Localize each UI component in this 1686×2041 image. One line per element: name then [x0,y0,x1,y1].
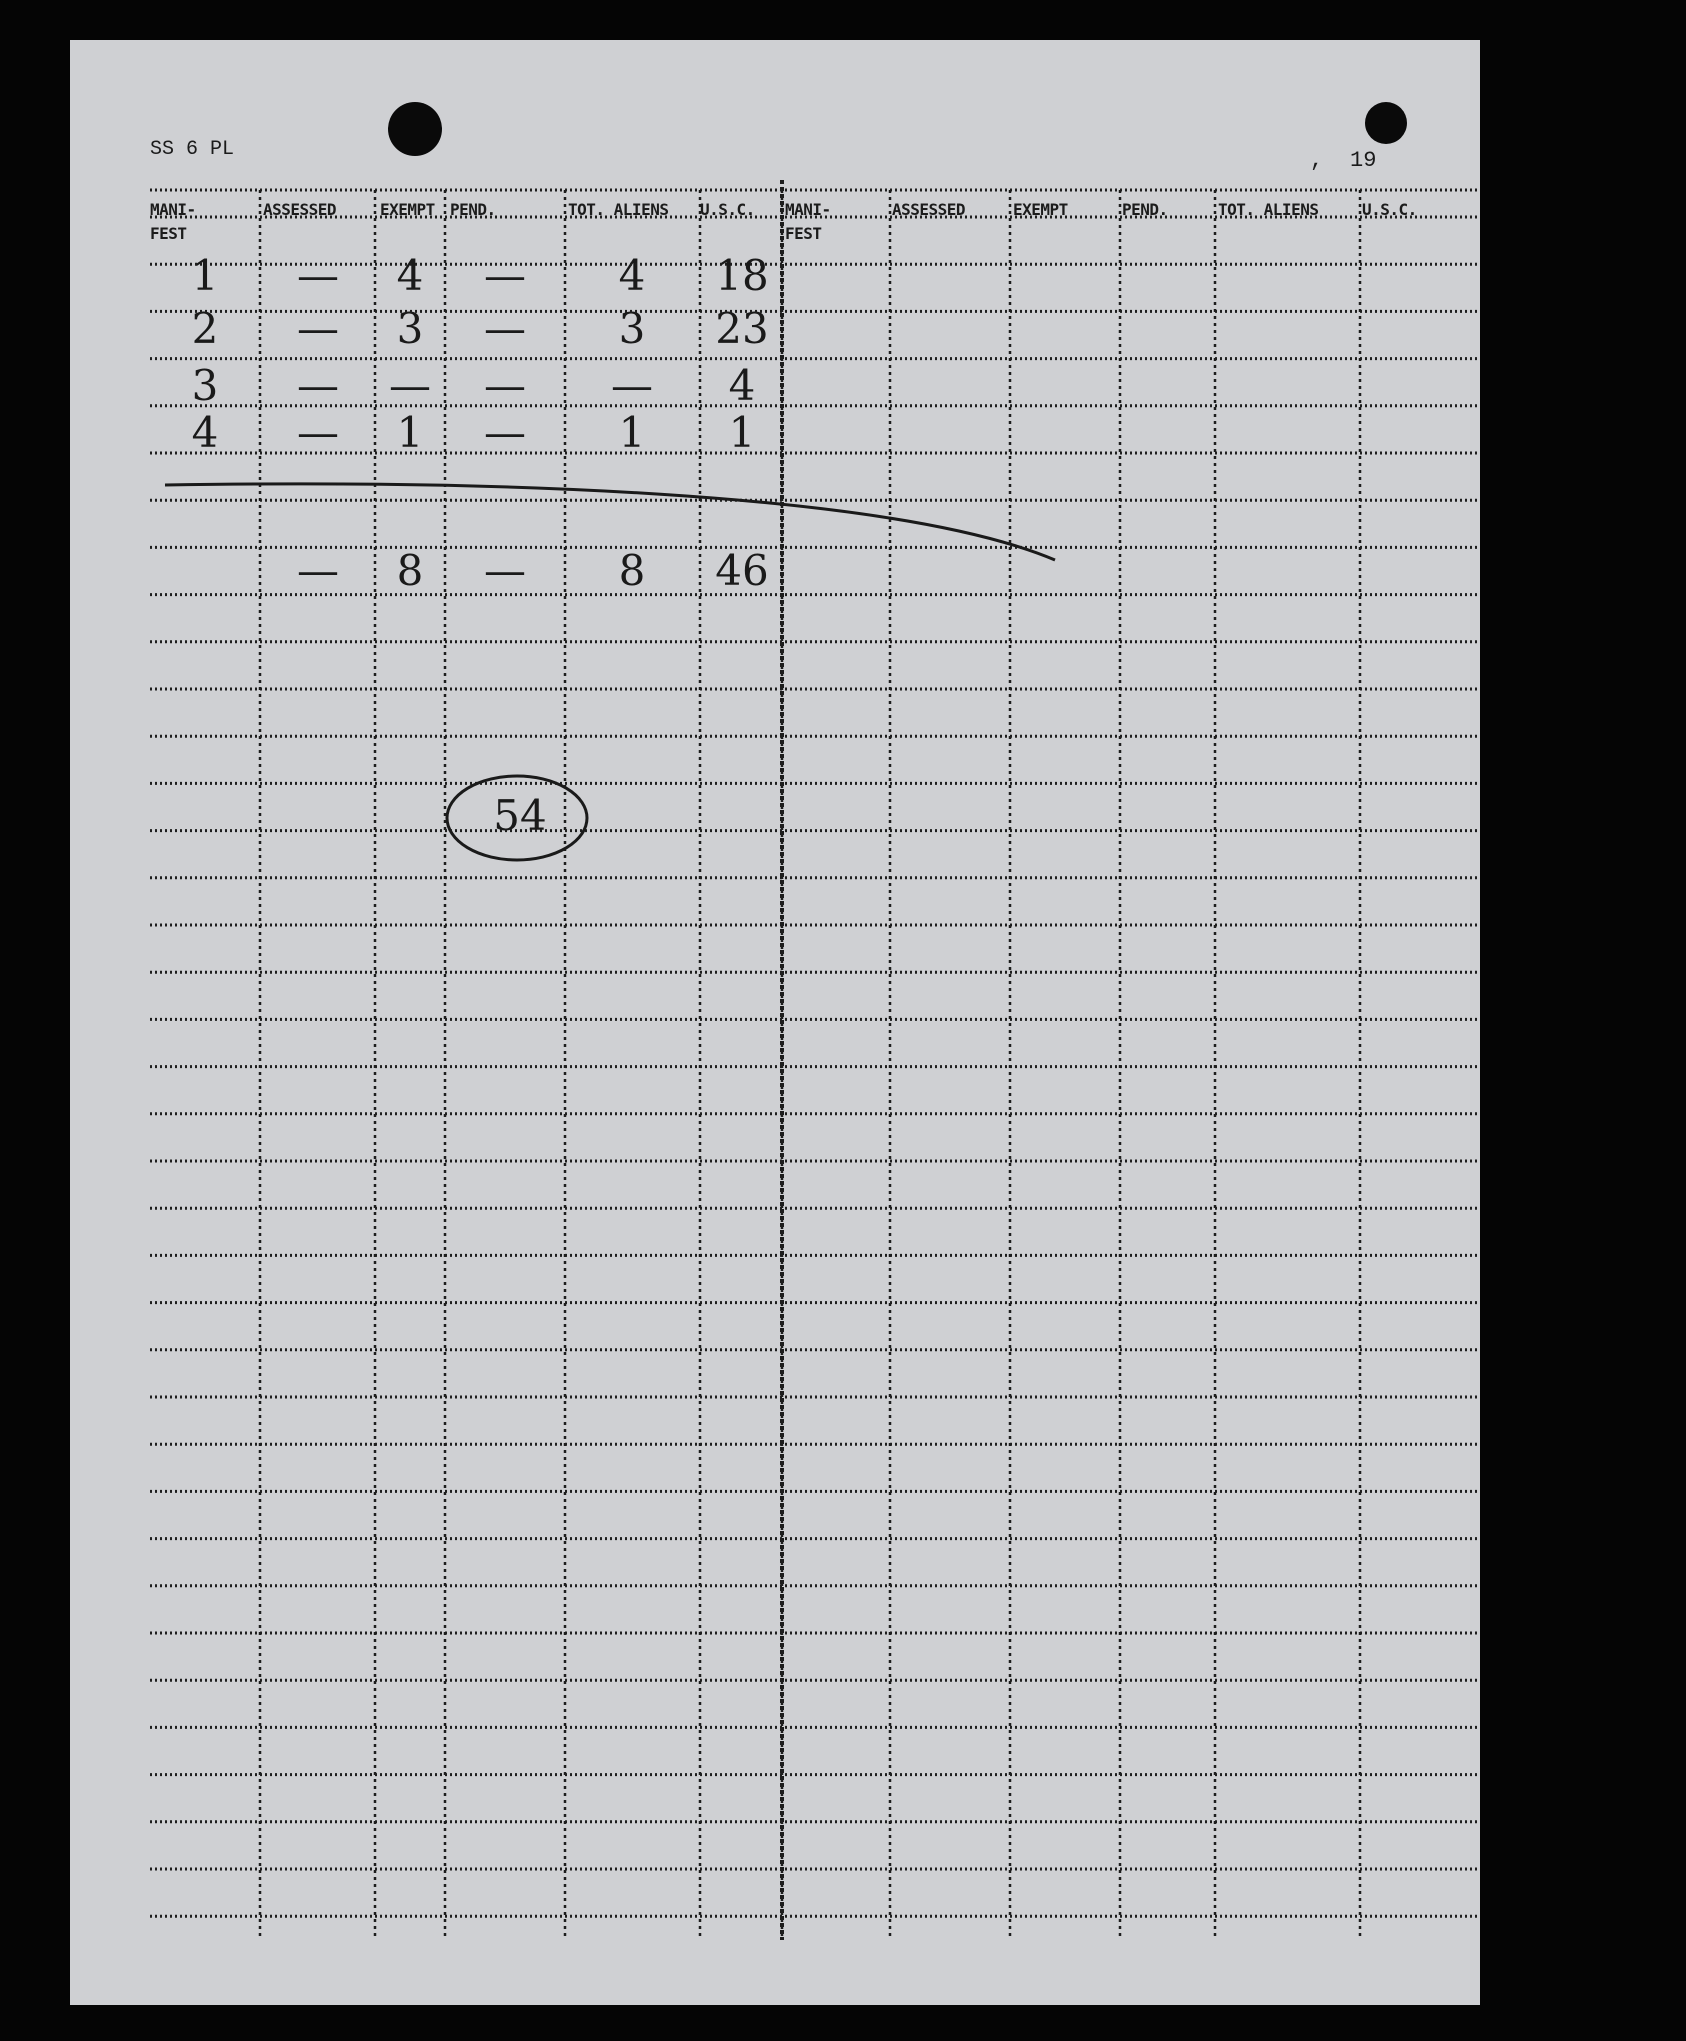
column-header: TOT. ALIENS [1218,200,1319,219]
table-cell: — [297,251,339,300]
table-cell: 4 [191,408,219,457]
column-header: MANI- FEST [150,200,196,243]
table-cell: 4 [396,251,424,300]
table-cell: — [297,408,339,457]
table-cell: 2 [191,304,219,353]
table-cell: — [297,304,339,353]
table-cell: — [484,251,526,300]
date-year: 19 [1350,148,1377,173]
total-cell: 8 [396,546,424,595]
table-cell: — [389,361,431,410]
table-cell: — [611,361,653,410]
table-cell: 1 [396,408,424,457]
table-cell: 1 [191,251,219,300]
table-cell: 1 [618,408,646,457]
table-cell: 4 [728,361,756,410]
column-header: PEND. [1122,200,1168,219]
column-header: MANI- FEST [785,200,831,243]
table-cell: 3 [191,361,219,410]
column-header: PEND. [450,200,496,219]
table-cell: — [484,304,526,353]
form-sheet [70,40,1480,2005]
column-header: EXEMPT [380,200,435,219]
total-cell: 8 [618,546,646,595]
table-cell: 23 [715,304,769,353]
form-number: SS 6 PL [150,138,235,161]
column-header: TOT. ALIENS [568,200,669,219]
column-header: ASSESSED [263,200,337,219]
ledger-grid [70,40,1480,2005]
circle-mark [447,776,587,860]
table-cell: — [297,361,339,410]
table-cell: 3 [618,304,646,353]
table-cell: 3 [396,304,424,353]
total-cell: 46 [715,546,769,595]
column-header: EXEMPT [1013,200,1068,219]
circled-total: 54 [493,791,547,840]
date-comma: , [1310,148,1324,173]
total-cell: — [297,546,339,595]
column-header: ASSESSED [892,200,966,219]
table-cell: 4 [618,251,646,300]
table-cell: 1 [728,408,756,457]
column-header: U.S.C. [700,200,755,219]
total-cell: — [484,546,526,595]
table-cell: — [484,408,526,457]
table-cell: 18 [715,251,769,300]
table-cell: — [484,361,526,410]
column-header: U.S.C. [1362,200,1417,219]
